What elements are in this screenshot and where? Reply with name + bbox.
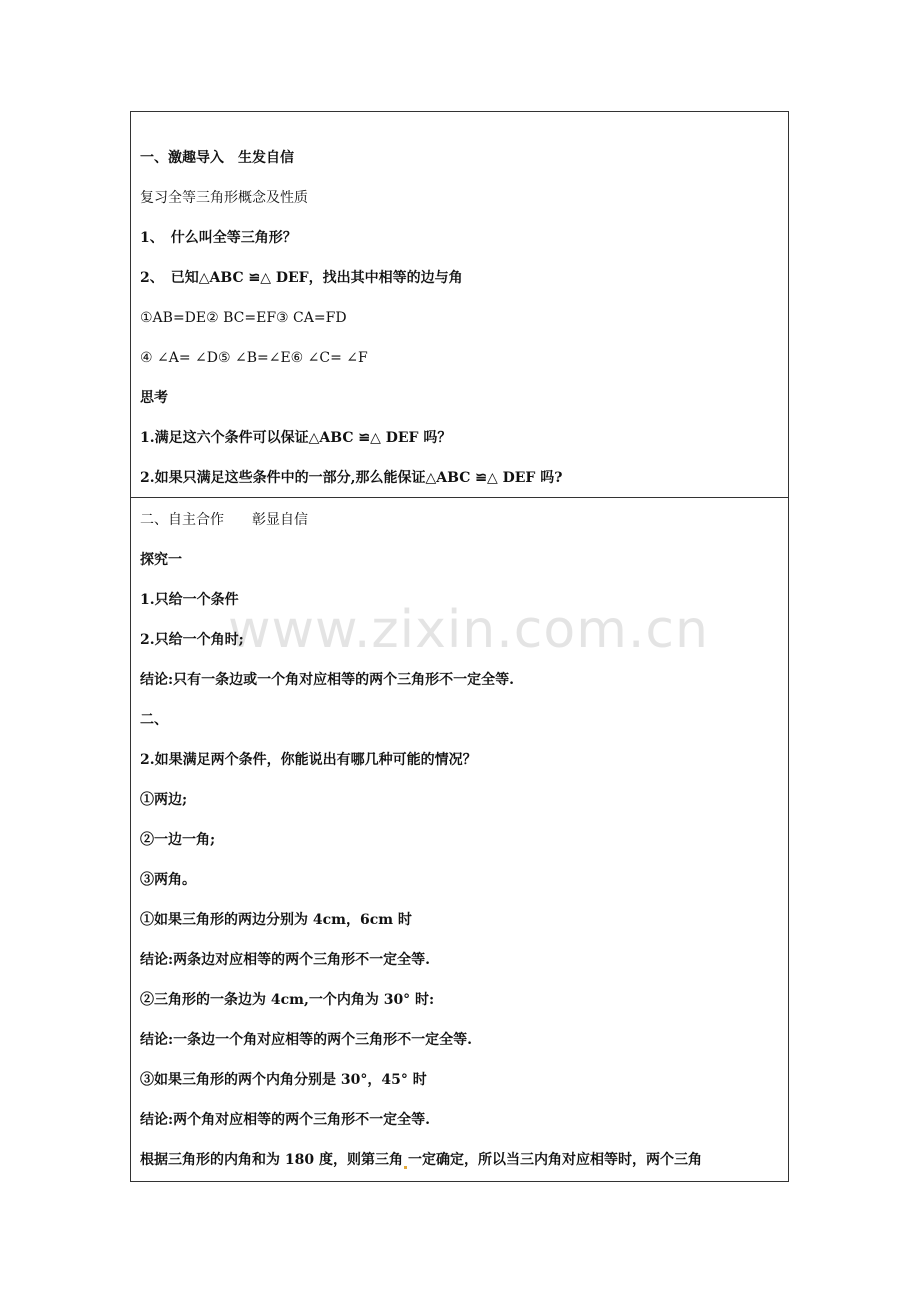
two-conditions: 2.如果满足两个条件，你能说出有哪几种可能的情况？ bbox=[140, 752, 477, 768]
lesson-table bbox=[130, 111, 789, 1182]
conclusion-4: 结论:两个角对应相等的两个三角形不一定全等. bbox=[140, 1112, 431, 1128]
explore-heading: 探究一 bbox=[140, 552, 182, 568]
section2-heading: 二、自主合作 彰显自信 bbox=[140, 512, 308, 528]
example-3: ③如果三角形的两个内角分别是 30°，45° 时 bbox=[140, 1072, 427, 1088]
angle-sum-note-part-a: 根据三角形的内角和为 180 度，则第三角 bbox=[140, 1152, 403, 1168]
one-condition: 1.只给一个条件 bbox=[140, 592, 239, 608]
row-divider bbox=[131, 497, 788, 498]
section1-heading: 一、激趣导入 生发自信 bbox=[140, 150, 294, 166]
conclusion-1: 结论:只有一条边或一个角对应相等的两个三角形不一定全等. bbox=[140, 672, 515, 688]
question-2: 2、 已知△ABC ≌△ DEF，找出其中相等的边与角 bbox=[140, 270, 463, 286]
case-two-sides: ①两边; bbox=[140, 792, 188, 808]
review-title: 复习全等三角形概念及性质 bbox=[140, 190, 308, 206]
case-two-angles: ③两角。 bbox=[140, 872, 196, 888]
angle-sum-note-part-b: 一定确定，所以当三内角对应相等时，两个三角 bbox=[407, 1152, 702, 1168]
part-2-heading: 二、 bbox=[140, 712, 168, 728]
think-question-2: 2.如果只满足这些条件中的一部分,那么能保证△ABC ≌△ DEF 吗? bbox=[140, 470, 563, 486]
conclusion-3: 结论:一条边一个角对应相等的两个三角形不一定全等. bbox=[140, 1032, 473, 1048]
equal-angles: ④ ∠A= ∠D⑤ ∠B=∠E⑥ ∠C= ∠F bbox=[140, 350, 368, 366]
conclusion-2: 结论:两条边对应相等的两个三角形不一定全等. bbox=[140, 952, 431, 968]
case-side-angle: ②一边一角; bbox=[140, 832, 216, 848]
think-heading: 思考 bbox=[140, 390, 168, 406]
stray-mark bbox=[404, 1166, 407, 1169]
example-2: ②三角形的一条边为 4cm,一个内角为 30° 时: bbox=[140, 992, 435, 1008]
think-question-1: 1.满足这六个条件可以保证△ABC ≌△ DEF 吗？ bbox=[140, 430, 452, 446]
example-1: ①如果三角形的两边分别为 4cm，6cm 时 bbox=[140, 912, 412, 928]
one-angle: 2.只给一个角时; bbox=[140, 632, 244, 648]
equal-sides: ①AB=DE② BC=EF③ CA=FD bbox=[140, 310, 347, 326]
angle-sum-note bbox=[140, 1151, 702, 1169]
question-1: 1、 什么叫全等三角形？ bbox=[140, 230, 297, 246]
watermark: www.zixin.com.cn bbox=[228, 600, 709, 660]
